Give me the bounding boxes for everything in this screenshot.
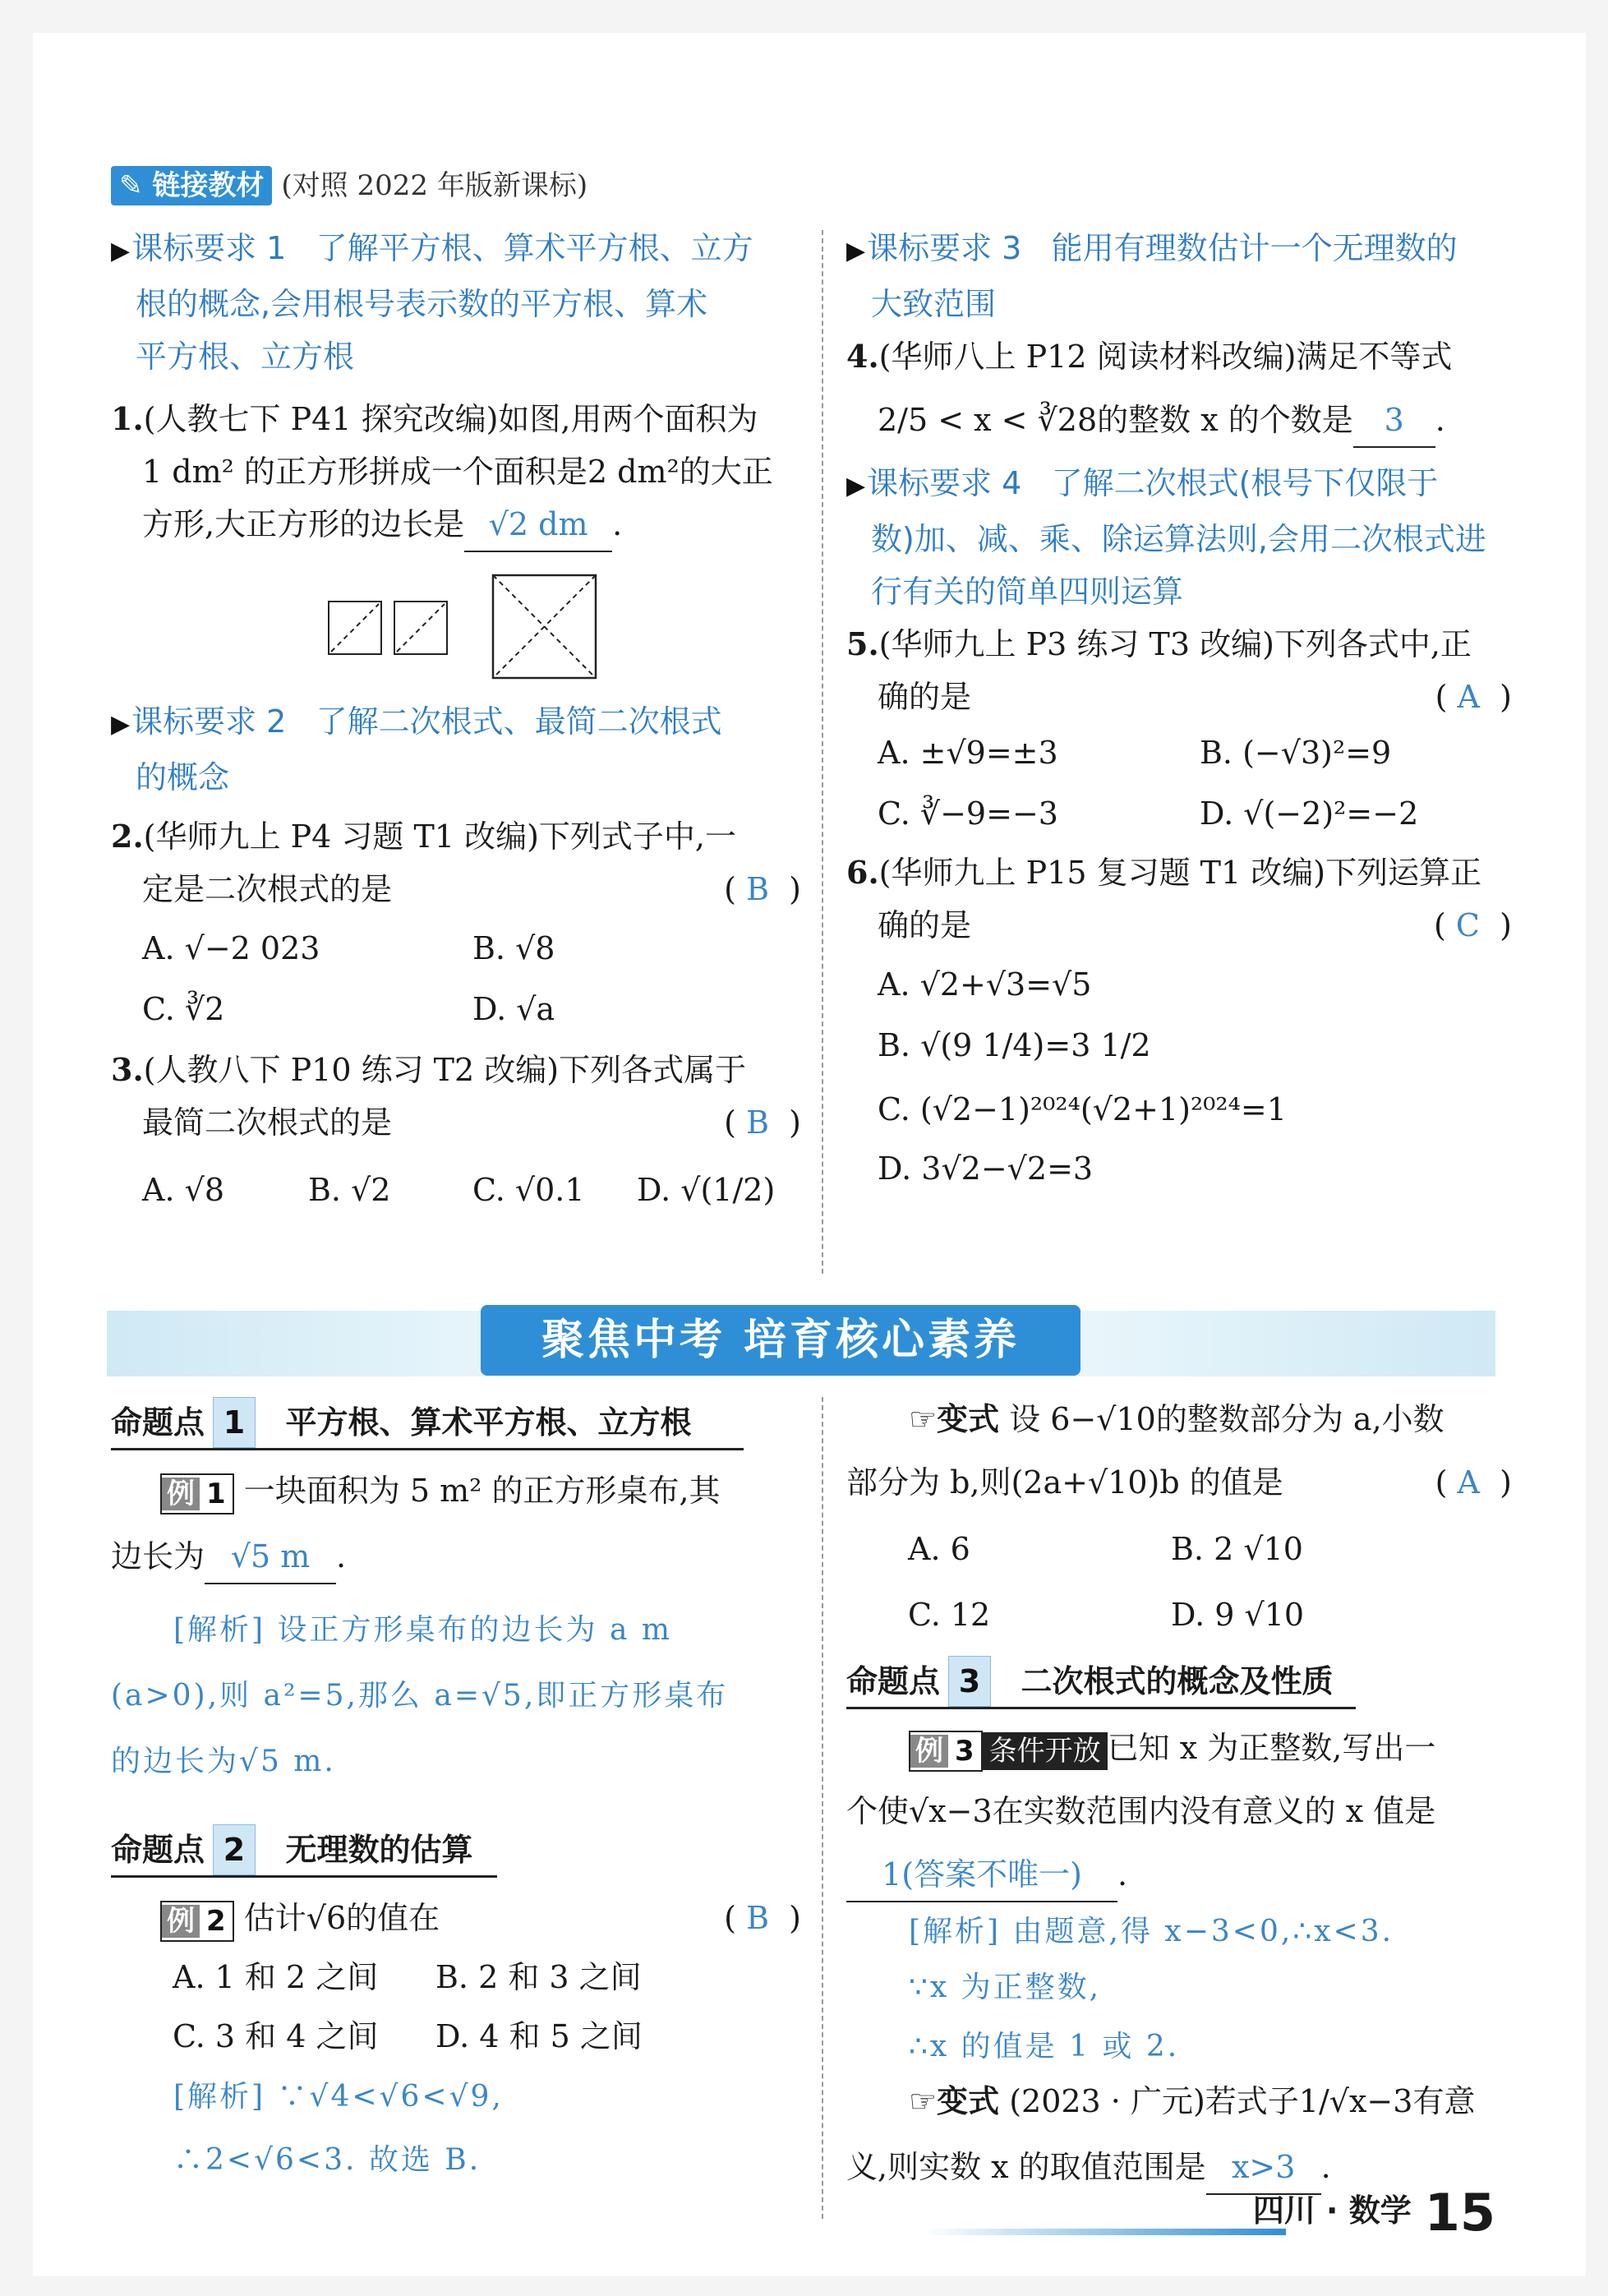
example-text: 边长为 xyxy=(111,1538,205,1574)
question-6 xyxy=(846,846,1512,1198)
example-number: 2 xyxy=(200,1905,233,1938)
right-column xyxy=(846,222,1512,1198)
page-footer xyxy=(1252,2182,1495,2243)
analysis-1 xyxy=(111,1604,801,1788)
curriculum-req-3 xyxy=(846,222,1512,330)
option-c: C. ∛2 xyxy=(142,991,225,1027)
question-text: 2/5 < x < ∛28的整数 x 的个数是 xyxy=(878,402,1353,438)
question-text: (人教七下 P41 探究改编)如图,用两个面积为 xyxy=(143,401,758,437)
answer-choice: B xyxy=(746,1104,769,1141)
question-2 xyxy=(111,810,801,1039)
variant-1 xyxy=(846,1393,1512,1651)
req-text: 能用有理数估计一个无理数的 xyxy=(1051,230,1458,266)
variant-text: . xyxy=(1320,2149,1331,2185)
option-d: D. 4 和 5 之间 xyxy=(435,2018,643,2054)
question-text: (华师九上 P3 练习 T3 改编)下列各式中,正 xyxy=(878,626,1472,662)
req-text: 了解二次根式(根号下仅限于 xyxy=(1051,465,1439,501)
diagonal-line xyxy=(397,604,445,652)
req-label: 课标要求 2 xyxy=(131,703,287,740)
question-text: 确的是 xyxy=(878,907,972,943)
question-text: 确的是 xyxy=(878,679,972,715)
example-number: 1 xyxy=(200,1478,233,1510)
paren-left: ( xyxy=(724,1900,736,1936)
variant-label: 变式 xyxy=(937,1401,1000,1437)
topic-title: 平方根、算术平方根、立方根 xyxy=(285,1404,692,1441)
example-text: 已知 x 为正整数,写出一 xyxy=(1107,1730,1436,1766)
variant-text: (2023 · 广元)若式子 xyxy=(1009,2083,1299,2119)
pointing-hand-icon: ☞ xyxy=(909,2083,938,2119)
answer-choice: B xyxy=(746,1900,769,1936)
variant-label: 变式 xyxy=(937,2083,1000,2119)
link-textbook-header xyxy=(111,163,587,205)
option-c: C. ∛−9=−3 xyxy=(878,795,1058,832)
answer-choice: A xyxy=(1457,1464,1480,1501)
req-text: 平方根、立方根 xyxy=(136,339,355,375)
question-text: . xyxy=(1435,402,1445,438)
example-text: . xyxy=(1117,1856,1128,1893)
question-text: (华师九上 P4 习题 T1 改编)下列式子中,一 xyxy=(143,818,736,855)
topic-number: 1 xyxy=(213,1397,256,1448)
paren-right: ) xyxy=(789,1104,801,1141)
small-square xyxy=(394,602,447,654)
answer-blank: √2 dm xyxy=(464,498,612,552)
option-b: B. √2 xyxy=(308,1172,391,1208)
variant-text: 设 6−√10的整数部分为 a,小数 xyxy=(1009,1401,1444,1437)
option-b: B. 2 和 3 之间 xyxy=(435,1959,642,1995)
topic-number: 2 xyxy=(213,1824,256,1875)
analysis-text: ∵√4<√6<√9, xyxy=(277,2080,504,2114)
section-banner-title: 聚焦中考 培育核心素养 xyxy=(481,1305,1080,1376)
page-number: 15 xyxy=(1424,2182,1495,2243)
example-badge xyxy=(909,1731,983,1772)
example-badge xyxy=(160,1473,234,1515)
variant-text: 义,则实数 x 的取值范围是 xyxy=(846,2149,1206,2185)
left-column xyxy=(111,222,801,1223)
analysis-text: ∴2<√6<3. 故选 B. xyxy=(173,2143,481,2177)
paren-left: ( xyxy=(724,871,736,907)
question-text: 1 dm² 的正方形拼成一个面积是2 dm²的大正 xyxy=(142,454,773,490)
option-d: D. √(1/2) xyxy=(637,1172,776,1208)
option-c: C. 12 xyxy=(908,1597,991,1633)
analysis-text: ∵x 为正整数, xyxy=(909,1971,1102,2004)
option-b: B. 2 √10 xyxy=(1171,1531,1303,1567)
req-text: 数)加、减、乘、除运算法则,会用二次根式进 xyxy=(871,521,1486,557)
curriculum-req-1 xyxy=(111,222,801,383)
pointing-hand-icon: ☞ xyxy=(909,1401,938,1437)
link-textbook-tag: ✎ 链接教材 xyxy=(111,166,272,205)
req-text: 了解平方根、算术平方根、立方 xyxy=(316,230,753,266)
analysis-text: ∴x 的值是 1 或 2. xyxy=(909,2030,1180,2063)
paren-right: ) xyxy=(789,871,801,907)
paren-left: ( xyxy=(724,1104,736,1141)
column-divider xyxy=(822,230,823,1274)
triangle-icon: ▶ xyxy=(111,237,131,265)
answer-parens xyxy=(724,863,801,915)
example-1 xyxy=(111,1464,801,1788)
option-a: A. ±√9=±3 xyxy=(878,735,1058,771)
example-label: 例 xyxy=(162,1905,200,1938)
answer-blank: 3 xyxy=(1353,394,1435,448)
example-text: 一块面积为 5 m² 的正方形桌布,其 xyxy=(243,1473,721,1509)
req-label: 课标要求 3 xyxy=(867,230,1022,266)
footer-subject: 四川 · 数学 xyxy=(1252,2192,1412,2229)
question-text: (人教八下 P10 练习 T2 改编)下列各式属于 xyxy=(143,1052,747,1088)
question-text: 定是二次根式的是 xyxy=(142,871,393,907)
option-b: B. √(9 1/4)=3 1/2 xyxy=(878,1027,1151,1063)
question-4 xyxy=(846,330,1512,457)
paren-right: ) xyxy=(1500,907,1512,943)
req-label: 课标要求 1 xyxy=(131,230,287,266)
example-3 xyxy=(846,1722,1512,2077)
question-text: 方形,大正方形的边长是 xyxy=(142,506,465,542)
answer-choice: A xyxy=(1457,679,1480,715)
option-a: A. √8 xyxy=(142,1172,224,1208)
req-text: 根的概念,会用根号表示数的平方根、算术 xyxy=(136,286,708,322)
analysis-2 xyxy=(111,2071,801,2197)
option-d: D. 3√2−√2=3 xyxy=(878,1150,1094,1187)
paren-left: ( xyxy=(1435,1464,1448,1501)
paren-right: ) xyxy=(1500,1464,1512,1501)
req-text: 大致范围 xyxy=(871,286,997,322)
squares-figure xyxy=(325,569,604,684)
example-label: 例 xyxy=(162,1478,200,1510)
curriculum-req-4 xyxy=(846,457,1512,618)
variant-text: 有意 xyxy=(1412,2083,1476,2119)
question-text: (华师八上 P12 阅读材料改编)满足不等式 xyxy=(878,339,1453,375)
example-text: 估计√6的值在 xyxy=(243,1900,440,1936)
answer-blank: √5 m xyxy=(205,1530,336,1584)
column-divider xyxy=(822,1397,823,2219)
example-label: 例 xyxy=(910,1735,948,1768)
topic-2-heading xyxy=(111,1824,497,1878)
example-number: 3 xyxy=(948,1735,981,1768)
option-c: C. 3 和 4 之间 xyxy=(173,2018,379,2054)
answer-blank: 1(答案不唯一) xyxy=(846,1848,1117,1902)
analysis-tag: [解析] xyxy=(173,1613,266,1647)
analysis-text: 设正方形桌布的边长为 a m xyxy=(277,1613,673,1647)
triangle-icon: ▶ xyxy=(111,710,131,739)
variant-text: 部分为 b,则(2a+√10)b 的值是 xyxy=(846,1464,1283,1501)
curriculum-note: (对照 2022 年版新课标) xyxy=(281,169,588,202)
example-2 xyxy=(111,1892,801,2197)
question-text: . xyxy=(612,506,623,542)
option-a: A. 6 xyxy=(908,1531,970,1567)
topic-1-heading xyxy=(111,1397,744,1450)
option-a: A. 1 和 2 之间 xyxy=(173,1959,379,1995)
topic-label: 命题点 xyxy=(111,1832,205,1868)
req-text: 的概念 xyxy=(136,759,230,795)
question-text: 最简二次根式的是 xyxy=(142,1104,393,1141)
condition-open-tag: 条件开放 xyxy=(983,1732,1108,1770)
option-a: A. √2+√3=√5 xyxy=(878,966,1092,1003)
example-text: . xyxy=(336,1538,347,1574)
req-text: 行有关的简单四则运算 xyxy=(871,574,1184,610)
topic-3-heading xyxy=(846,1656,1356,1709)
answer-choice: C xyxy=(1455,907,1480,943)
analysis-text: 的边长为√5 m. xyxy=(111,1745,336,1778)
question-text: (华师九上 P15 复习题 T1 改编)下列运算正 xyxy=(878,855,1482,891)
topic-title: 无理数的估算 xyxy=(285,1832,473,1868)
fraction-expression: 1/√x−3 xyxy=(1298,2083,1413,2119)
analysis-text: 由题意,得 x−3<0,∴x<3. xyxy=(1012,1915,1394,1948)
analysis-tag: [解析] xyxy=(909,1915,1002,1948)
answer-parens xyxy=(1435,671,1512,723)
answer-parens xyxy=(724,1892,801,1944)
topic-number: 3 xyxy=(948,1656,991,1707)
question-number: 2. xyxy=(111,818,144,855)
question-number: 3. xyxy=(111,1051,144,1088)
triangle-icon: ▶ xyxy=(846,237,866,265)
answer-blank: x>3 xyxy=(1206,2141,1321,2195)
option-d: D. √(−2)²=−2 xyxy=(1200,795,1419,832)
option-d: D. √a xyxy=(472,991,555,1027)
paren-left: ( xyxy=(1435,679,1448,715)
diagonal-line xyxy=(331,604,379,652)
question-3 xyxy=(111,1044,801,1223)
answer-parens xyxy=(1435,1445,1512,1519)
question-number: 1. xyxy=(111,400,144,437)
question-number: 6. xyxy=(846,854,879,891)
question-1 xyxy=(111,393,801,552)
option-d: D. 9 √10 xyxy=(1171,1597,1305,1633)
link-textbook-label: 链接教材 xyxy=(152,169,265,202)
topic-label: 命题点 xyxy=(111,1404,205,1441)
paren-left: ( xyxy=(1434,907,1446,943)
topic-label: 命题点 xyxy=(846,1663,941,1699)
analysis-3 xyxy=(846,1906,1512,2077)
example-text: 个使√x−3在实数范围内没有意义的 x 值是 xyxy=(846,1793,1436,1829)
paren-right: ) xyxy=(789,1900,801,1936)
example-badge xyxy=(160,1901,234,1942)
req-label: 课标要求 4 xyxy=(867,465,1022,501)
analysis-tag: [解析] xyxy=(173,2080,266,2114)
question-number: 4. xyxy=(846,338,879,375)
option-c: C. (√2−1)²⁰²⁴(√2+1)²⁰²⁴=1 xyxy=(878,1091,1287,1127)
paren-right: ) xyxy=(1500,679,1512,715)
option-b: B. √8 xyxy=(472,930,555,966)
answer-parens xyxy=(724,1096,801,1149)
question-5 xyxy=(846,618,1512,846)
curriculum-req-2 xyxy=(111,695,801,804)
answer-choice: B xyxy=(746,871,769,907)
option-a: A. √−2 023 xyxy=(142,930,320,966)
workbook-page xyxy=(33,33,1586,2276)
footer-accent-bar xyxy=(924,2229,1286,2235)
answer-parens xyxy=(1434,899,1512,952)
question-number: 5. xyxy=(846,625,879,662)
topic-title: 二次根式的概念及性质 xyxy=(1021,1663,1334,1699)
option-c: C. √0.1 xyxy=(472,1172,585,1208)
option-b: B. (−√3)²=9 xyxy=(1200,735,1392,771)
small-square xyxy=(329,602,381,654)
analysis-text: (a>0),则 a²=5,那么 a=√5,即正方形桌布 xyxy=(111,1679,729,1713)
triangle-icon: ▶ xyxy=(846,472,866,500)
req-text: 了解二次根式、最简二次根式 xyxy=(316,703,722,740)
